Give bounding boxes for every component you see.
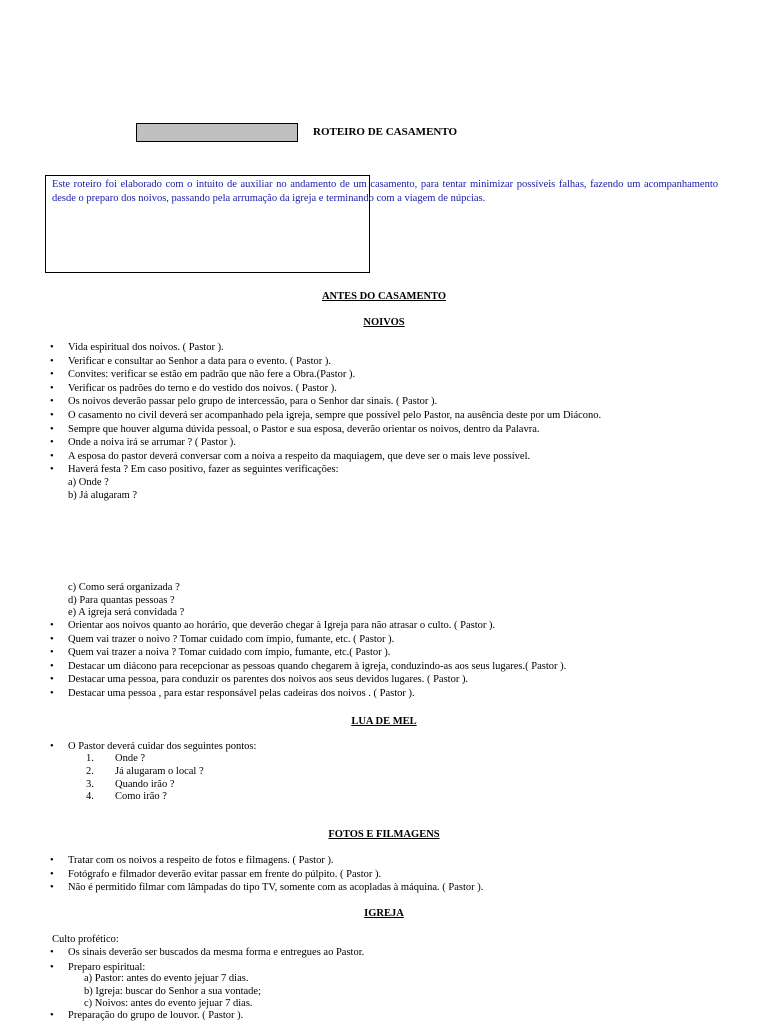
- heading-fotos-e-filmagens: FOTOS E FILMAGENS: [328, 829, 440, 840]
- bullet-icon: •: [50, 674, 54, 686]
- list-item-text: Verificar e consultar ao Senhor a data para o evento. ( Pastor ).: [68, 355, 331, 367]
- lua-item-text: Onde ?: [115, 753, 146, 764]
- list-item-text: O casamento no civil deverá ser acompanhado pela igreja, sempre que possível pelo Pastor, na ausência deste por um Diácono.: [68, 410, 602, 421]
- bullet-icon: •: [50, 396, 54, 408]
- bullet-icon: •: [50, 688, 54, 699]
- lua-item-text: Como irão ?: [115, 791, 167, 803]
- lua-intro-text: O Pastor deverá cuidar dos seguintes pontos:: [68, 741, 257, 752]
- list-item-text: Orientar aos noivos quanto ao horário, que deverão chegar à Igreja para não atrasar o culto. ( Pastor ).: [68, 620, 496, 631]
- lua-item-number: 2.: [86, 765, 94, 777]
- festa-subitem: b) Já alugaram ?: [68, 489, 138, 501]
- festa-subitem: c) Como será organizada ?: [68, 582, 180, 593]
- lua-item-text: Já alugaram o local ?: [115, 765, 204, 777]
- culto-profetico-label: Culto profético:: [52, 934, 119, 945]
- list-item-text: Convites: verificar se estão em padrão que não fere a Obra.(Pastor ).: [68, 369, 356, 381]
- heading-noivos: NOIVOS: [363, 317, 405, 328]
- bullet-icon: •: [50, 947, 54, 958]
- bullet-icon: •: [50, 962, 54, 973]
- festa-subitem: e) A igreja será convidada ?: [68, 607, 185, 618]
- heading-antes-do-casamento: ANTES DO CASAMENTO: [321, 291, 447, 302]
- bullet-icon: •: [50, 660, 54, 672]
- list-item-text: Fotógrafo e filmador deverão evitar passar em frente do púlpito. ( Pastor ).: [68, 868, 382, 880]
- igreja-item-text: Os sinais deverão ser buscados da mesma forma e entregues ao Pastor.: [68, 947, 365, 958]
- list-item-text: Destacar uma pessoa , para estar responsável pelas cadeiras dos noivos . ( Pastor ).: [68, 688, 415, 699]
- list-item-text: Quem vai trazer a noiva ? Tomar cuidado com ímpio, fumante, etc.( Pastor ).: [68, 647, 391, 659]
- bullet-icon: •: [50, 410, 54, 421]
- igreja-subitem: c) Noivos: antes do evento jejuar 7 dias.: [84, 998, 253, 1009]
- bullet-icon: •: [50, 369, 54, 381]
- bullet-icon: •: [50, 1010, 54, 1021]
- list-item-text: Destacar uma pessoa, para conduzir os parentes dos noivos aos seus devidos lugares. ( Pastor ).: [68, 674, 469, 686]
- bullet-icon: •: [50, 437, 54, 449]
- bullet-icon: •: [50, 355, 54, 367]
- lua-item-text: Quando irão ?: [115, 778, 175, 790]
- bullet-icon: •: [50, 450, 54, 462]
- list-item-text: Tratar com os noivos a respeito de fotos e filmagens. ( Pastor ).: [68, 855, 334, 866]
- bullet-icon: •: [50, 868, 54, 880]
- bullet-icon: •: [50, 741, 54, 752]
- igreja-subitem: b) Igreja: buscar do Senhor a sua vontade;: [84, 985, 261, 997]
- bullet-icon: •: [50, 464, 54, 476]
- list-item-text: Sempre que houver alguma dúvida pessoal, o Pastor e sua esposa, deverão orientar os noivos, dentro da Palavra.: [68, 423, 540, 435]
- igreja-subitem: a) Pastor: antes do evento jejuar 7 dias.: [84, 973, 249, 984]
- bullet-icon: •: [50, 342, 54, 353]
- list-item-text: Vida espiritual dos noivos. ( Pastor ).: [68, 342, 224, 353]
- heading-igreja: IGREJA: [364, 908, 404, 919]
- bullet-icon: •: [50, 882, 54, 893]
- lua-item-number: 1.: [86, 753, 94, 764]
- list-item-text: Os noivos deverão passar pelo grupo de intercessão, para o Senhor dar sinais. ( Pastor ).: [68, 396, 438, 408]
- lua-item-number: 4.: [86, 791, 94, 803]
- bullet-icon: •: [50, 382, 54, 394]
- bullet-icon: •: [50, 855, 54, 866]
- list-item-text: Verificar os padrões do terno e do vestido dos noivos. ( Pastor ).: [68, 382, 337, 394]
- festa-subitem: a) Onde ?: [68, 477, 109, 488]
- bullet-icon: •: [50, 647, 54, 659]
- list-item-text: Não é permitido filmar com lâmpadas do tipo TV, somente com as acopladas à máquina. ( Pastor ).: [68, 882, 484, 893]
- list-item-text: Haverá festa ? Em caso positivo, fazer as seguintes verificações:: [68, 464, 339, 476]
- list-item-text: Onde a noiva irá se arrumar ? ( Pastor ).: [68, 437, 236, 449]
- igreja-item-text: Preparação do grupo de louvor. ( Pastor ).: [68, 1010, 244, 1021]
- bullet-icon: •: [50, 633, 54, 645]
- list-item-text: Destacar um diácono para recepcionar as pessoas quando chegarem à igreja, conduzindo-as aos seus lugares.( Pastor ).: [68, 660, 567, 672]
- list-item-text: Quem vai trazer o noivo ? Tomar cuidado com ímpio, fumante, etc. ( Pastor ).: [68, 633, 395, 645]
- bullet-icon: •: [50, 423, 54, 435]
- document-title: ROTEIRO DE CASAMENTO: [313, 126, 458, 138]
- list-item-text: A esposa do pastor deverá conversar com a noiva a respeito da maquiagem, que deve ser o mais leve possível.: [68, 450, 531, 462]
- igreja-item-text: Preparo espiritual:: [68, 962, 146, 973]
- lua-item-number: 3.: [86, 778, 94, 790]
- heading-lua-de-mel: LUA DE MEL: [351, 716, 417, 727]
- title-shaded-box: [136, 123, 298, 142]
- festa-subitem: d) Para quantas pessoas ?: [68, 594, 175, 606]
- intro-paragraph: Este roteiro foi elaborado com o intuito de auxiliar no andamento de um casamento, para tentar minimizar possíveis falhas, fazendo um acompanhamento desde o preparo dos noivos, passando pela arrumação da igreja e terminando com a viagem de núpcias.: [52, 179, 718, 204]
- bullet-icon: •: [50, 620, 54, 631]
